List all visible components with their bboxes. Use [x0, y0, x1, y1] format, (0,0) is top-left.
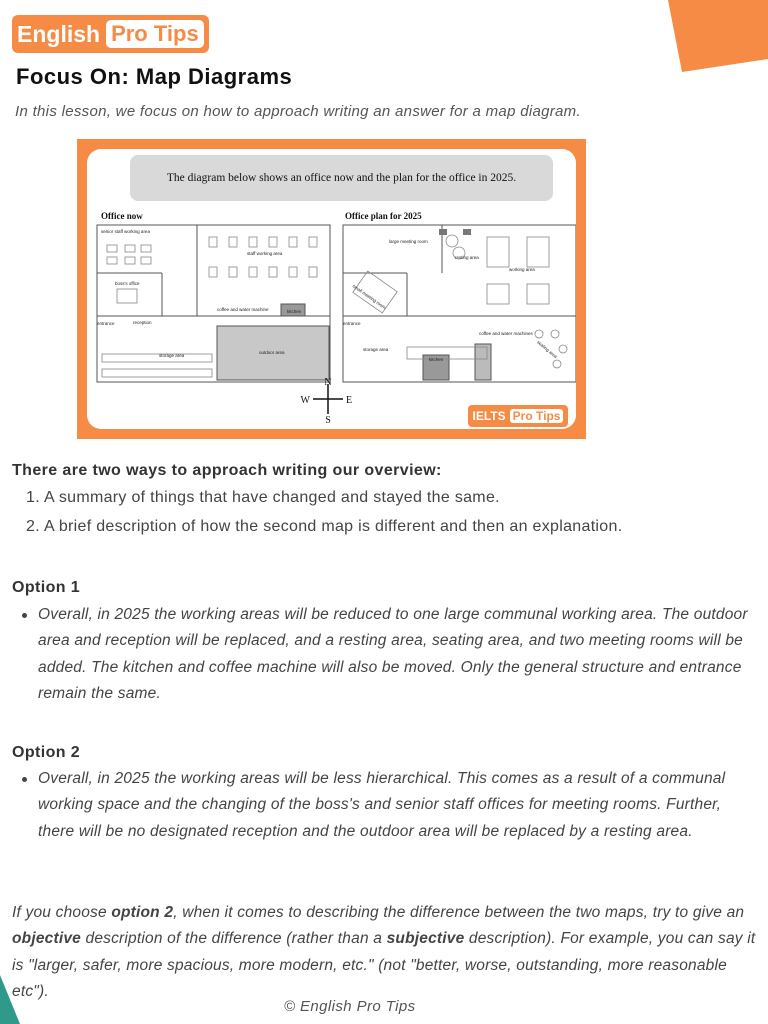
compass-s: S — [325, 415, 331, 426]
brand-pro-tips: Pro Tips — [106, 20, 204, 48]
label-senior-staff: senior staff working area — [101, 229, 150, 234]
label-storage-right: storage area — [363, 347, 389, 352]
label-kitchen-right: kitchen — [429, 357, 444, 362]
label-large-meeting: large meeting room — [389, 239, 428, 244]
label-entrance-left: entrance — [97, 321, 115, 326]
overview-list — [22, 489, 622, 547]
list-item: 1. A summary of things that have changed and stayed the same. — [26, 489, 500, 506]
footer-copyright: © English Pro Tips — [284, 998, 416, 1015]
option2-text: Overall, in 2025 the working areas will be less hierarchical. This comes as a result of a communal working space and the changing of the boss's and senior staff offices for meeting rooms. Further, there will be no designated reception and the outdoor area will be replaced by a resting area. — [38, 770, 726, 840]
brand-name: English — [17, 20, 101, 47]
brand-logo[interactable] — [12, 15, 209, 53]
compass-n: N — [324, 377, 332, 388]
list-item: 2. A brief description of how the second map is different and then an explanation. — [26, 518, 623, 535]
floor-plans-svg — [87, 149, 576, 429]
label-working-area: working area — [509, 267, 535, 272]
list-item — [22, 602, 752, 707]
label-coffee-right: coffee and water machines — [479, 331, 533, 336]
label-resting: resting area — [455, 255, 479, 260]
label-seating: seating area — [535, 339, 559, 360]
label-kitchen-left: kitchen — [287, 309, 302, 314]
label-storage-left: storage area — [159, 353, 185, 358]
ielts-badge-pro: Pro Tips — [510, 409, 564, 423]
corner-decoration — [668, 0, 768, 72]
map-diagram-panel — [87, 149, 576, 429]
label-outdoor-area: outdoor area — [259, 350, 285, 355]
option2-list — [22, 766, 752, 845]
option1-text: Overall, in 2025 the working areas will be reduced to one large communal working area. The outdoor area and reception will be replaced, and a resting area, seating area, and two meeting rooms will be added. The kitchen and coffee machine will also be moved. Only the general structure and entrance remain the same. — [38, 606, 748, 702]
map-left-title: Office now — [101, 211, 143, 221]
option1-list — [22, 602, 752, 707]
ielts-pro-tips-badge — [468, 405, 568, 427]
label-reception: reception — [133, 320, 152, 325]
label-entrance-right: entrance — [343, 321, 361, 326]
ielts-badge-name: IELTS — [472, 409, 506, 423]
label-small-meeting: small meeting room — [351, 283, 387, 311]
label-coffee-left: coffee and water machine — [217, 307, 269, 312]
map-diagram-figure — [77, 139, 586, 439]
intro-text: In this lesson, we focus on how to approach writing an answer for a map diagram. — [15, 103, 581, 120]
label-boss-office: boss's office — [115, 281, 140, 286]
option1-heading: Option 1 — [12, 579, 81, 596]
overview-heading: There are two ways to approach writing our overview: — [12, 462, 442, 479]
map-right-title: Office plan for 2025 — [345, 211, 422, 221]
compass-w: W — [300, 395, 310, 406]
compass-rose — [313, 384, 343, 414]
diagram-caption: The diagram below shows an office now and the plan for the office in 2025. — [130, 155, 553, 201]
label-staff-working: staff working area — [247, 251, 283, 256]
list-item — [22, 766, 752, 845]
advice-paragraph: If you choose option 2, when it comes to describing the difference between the two maps, try to give an objective description of the difference (rather than a subjective description). For example, you can say it is "larger, safer, more spacious, more modern, etc." (not "better, worse, outstanding, more reasonable etc"). — [12, 904, 756, 1000]
option2-heading: Option 2 — [12, 744, 81, 761]
compass-e: E — [346, 395, 353, 406]
page-title: Focus On: Map Diagrams — [16, 64, 293, 89]
